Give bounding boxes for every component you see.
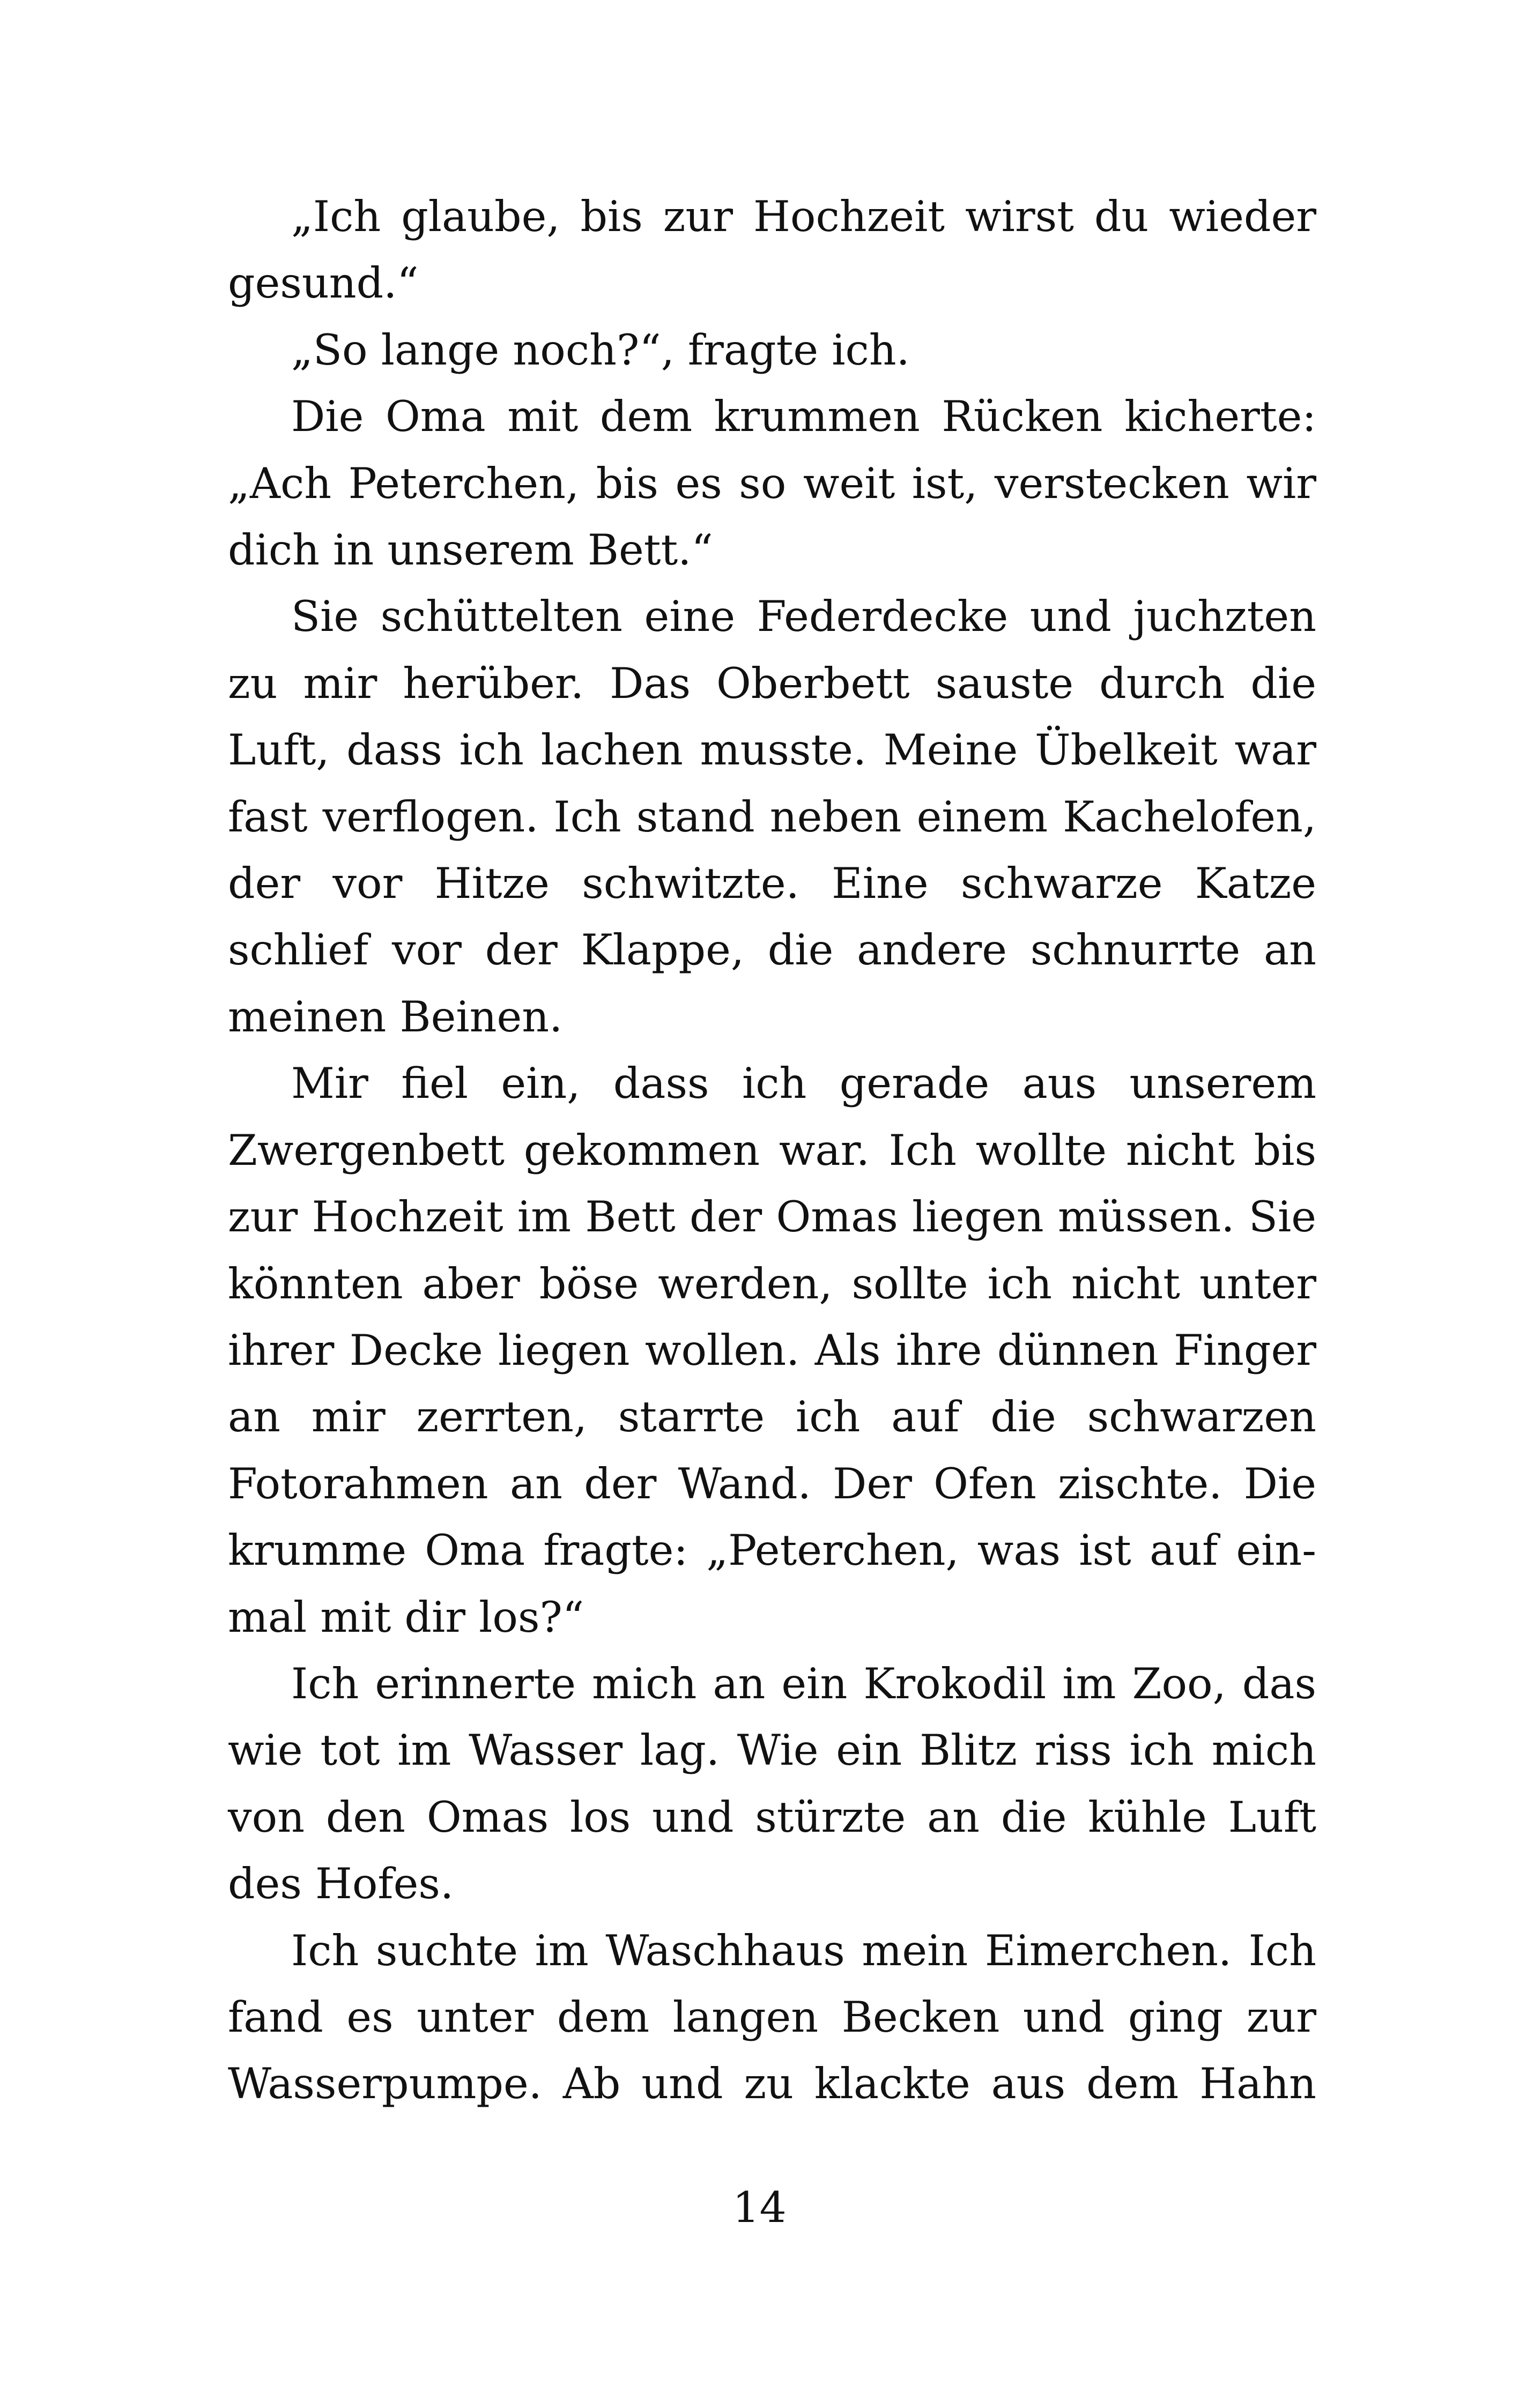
paragraph-3: Die Oma mit dem krummen Rücken kicherte: „Ach Peterchen, bis es so weit ist, verstecken wir dich in unserem Bett.“ xyxy=(228,392,1316,575)
paragraph-1: „Ich glaube, bis zur Hochzeit wirst du wieder gesund.“ xyxy=(228,192,1316,308)
paragraph-7: Ich suchte im Waschhaus mein Eimerchen. Ich fand es unter dem langen Becken und ging zur Wasserpumpe. Ab und zu klackte aus dem Hahn xyxy=(228,1926,1316,2109)
paragraph-4: Sie schüttelten eine Federdecke und juchzten zu mir herüber. Das Oberbett sauste durch die Luft, dass ich lachen musste. Meine Übelkeit war fast verflogen. Ich stand neben einem Kachelofen, der vor Hitze schwitzte. Eine schwarze Katze schlief vor der Klappe, die andere schnurrte an meinen Beinen. xyxy=(228,592,1316,1042)
paragraph-5: Mir fiel ein, dass ich gerade aus unserem Zwergenbett gekommen war. Ich wollte nicht bis zur Hochzeit im Bett der Omas liegen müssen. Sie könnten aber böse werden, sollte ich nicht unter ihrer Decke liegen wollen. Als ihre dünnen Finger an mir zerrten, starrte ich auf die schwarzen Fotorahmen an der Wand. Der Ofen zischte. Die krumme Oma fragte: „Peterchen, was ist auf einmal mit dir los?“ xyxy=(228,1059,1316,1642)
paragraph-2: „So lange noch?“, fragte ich. xyxy=(291,325,910,375)
body-text xyxy=(228,183,1316,2117)
paragraph-6: Ich erinnerte mich an ein Krokodil im Zoo, das wie tot im Wasser lag. Wie ein Blitz riss ich mich von den Omas los und stürzte an die kühle Luft des Hofes. xyxy=(228,1659,1316,1909)
page-number: 14 xyxy=(732,2183,787,2232)
